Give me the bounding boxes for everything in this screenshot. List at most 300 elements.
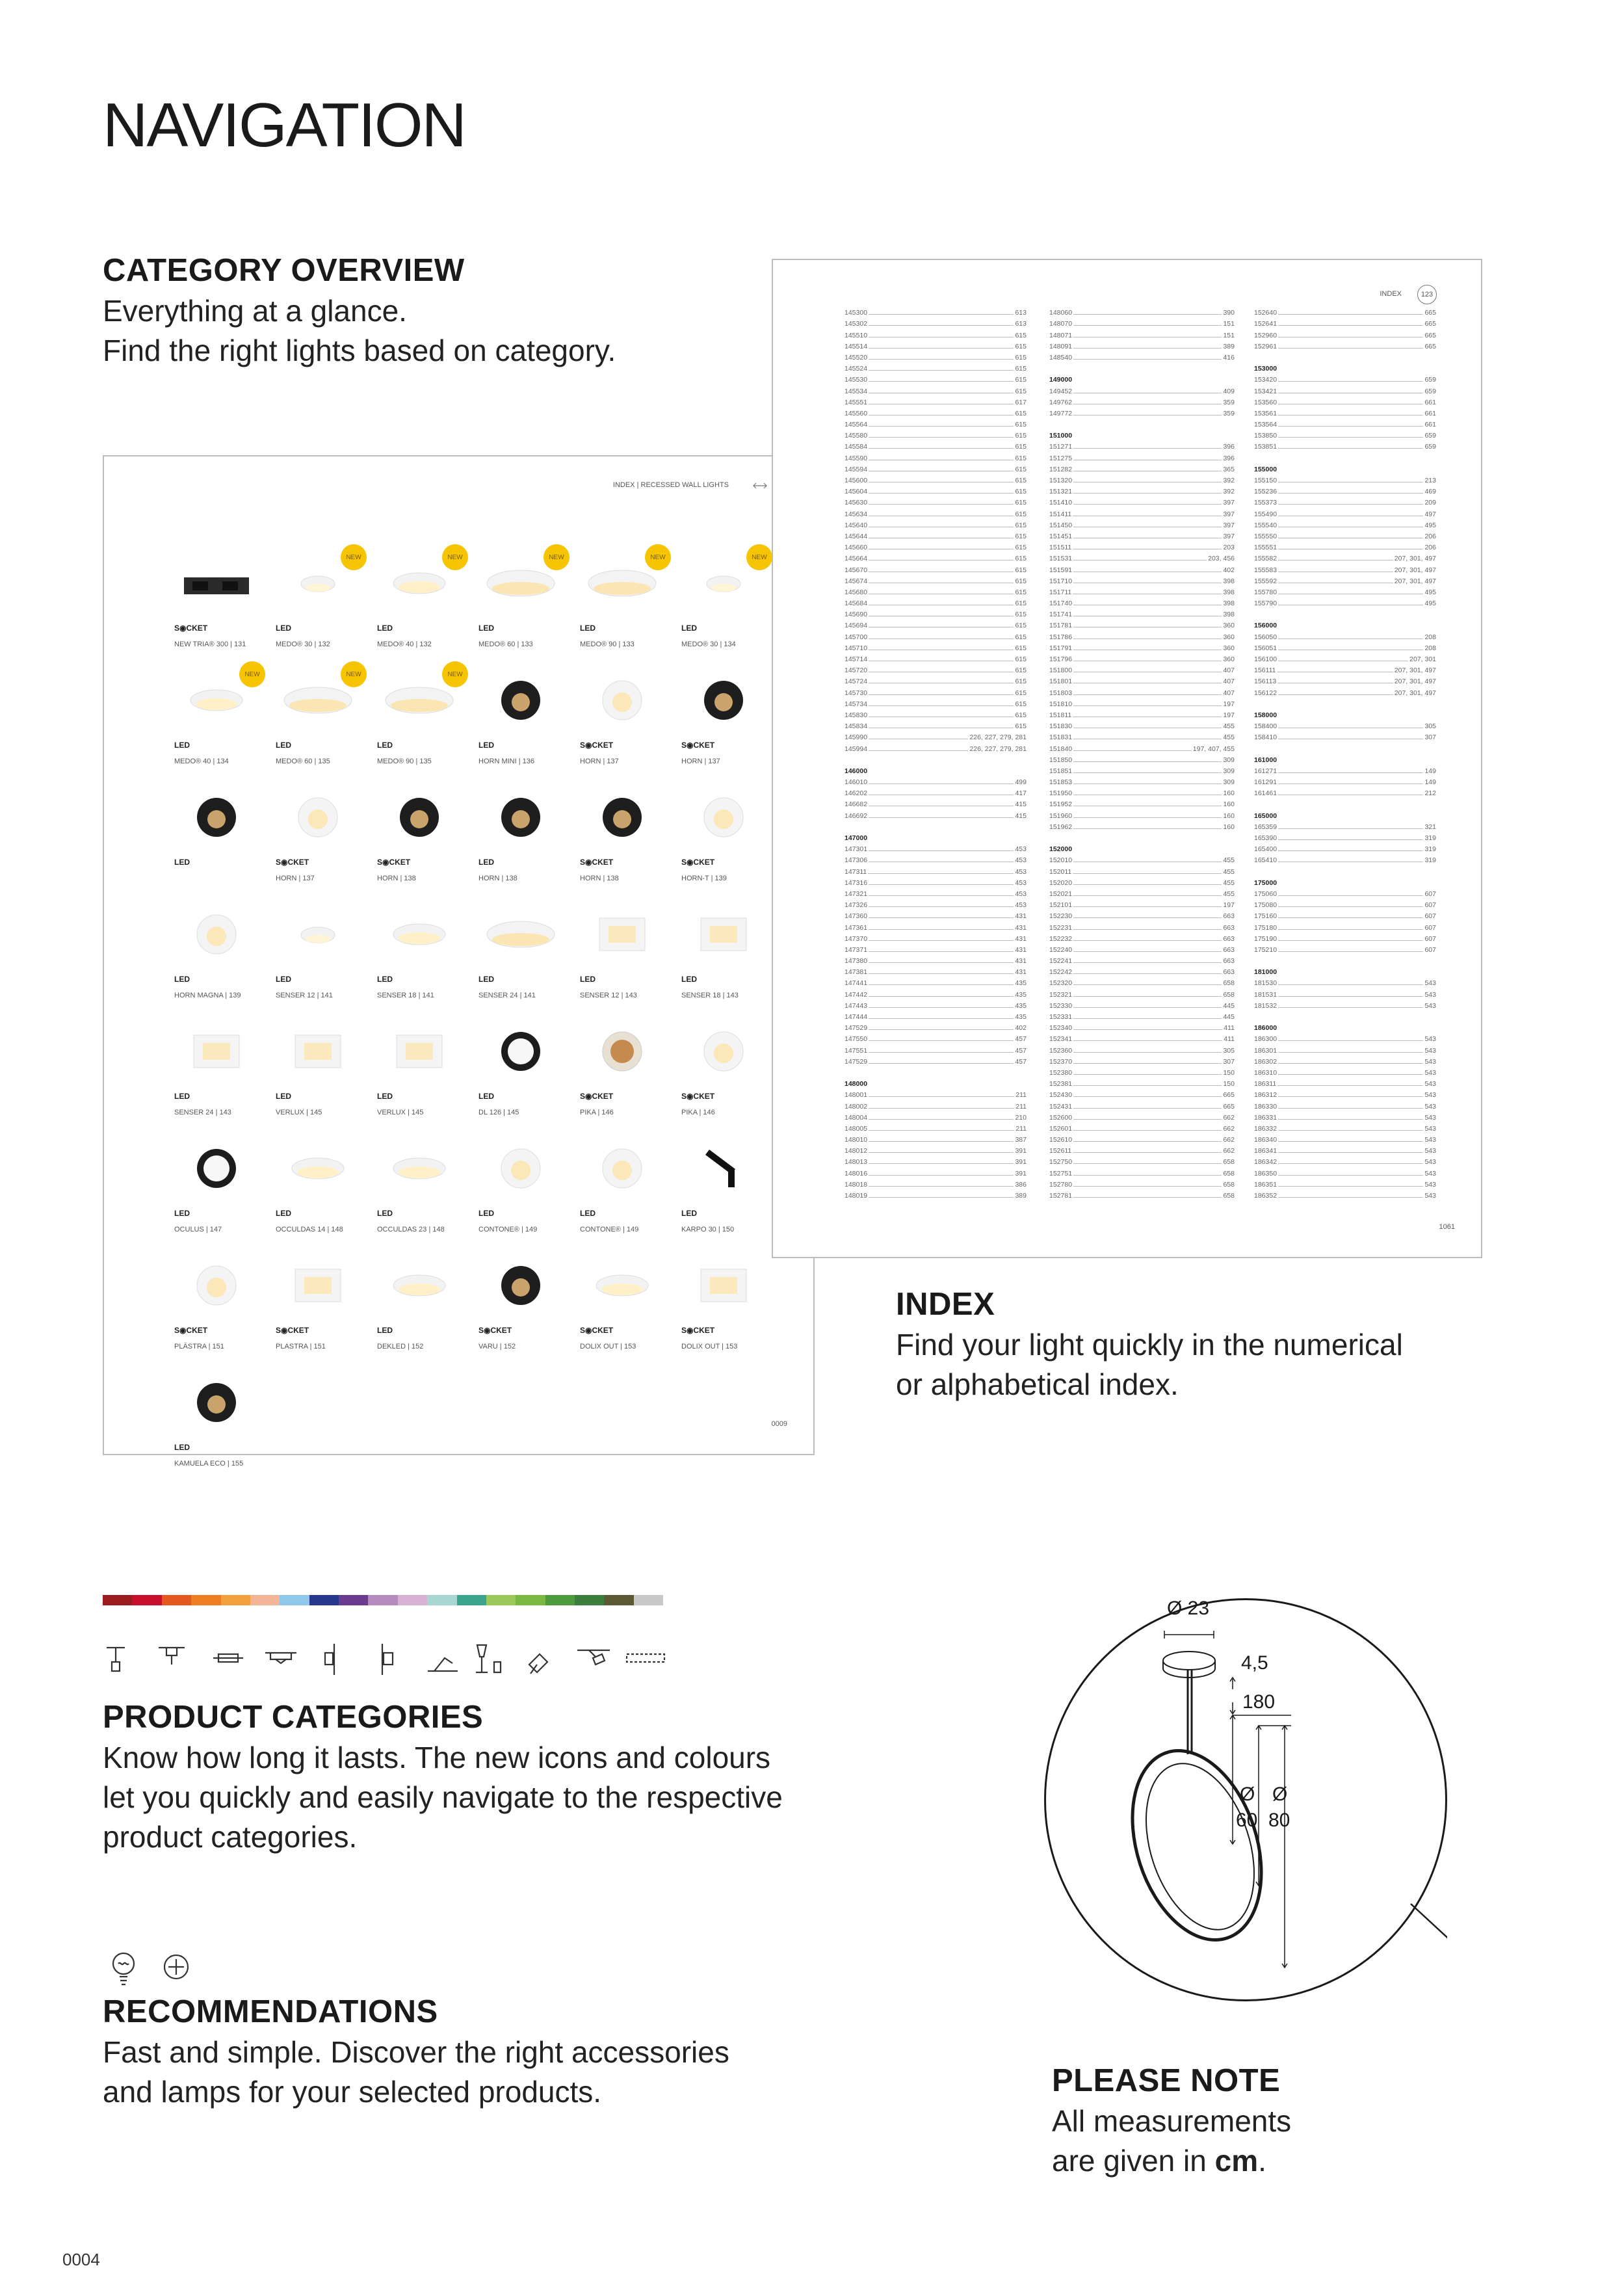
index-entry[interactable] [1254,574,1436,585]
index-entry[interactable] [1049,708,1235,719]
index-entry[interactable] [1049,909,1235,920]
index-entry[interactable] [1049,954,1235,965]
index-entry[interactable] [1049,864,1235,875]
index-page-ref: 397 [1223,521,1235,529]
index-entry[interactable] [845,362,1027,373]
index-entry[interactable] [1049,730,1235,741]
index-entry[interactable] [1254,943,1436,954]
index-article-number: 152960 [1254,331,1277,339]
index-entry[interactable] [1254,1055,1436,1066]
index-entry[interactable] [1049,652,1235,663]
product-tile[interactable] [377,1136,475,1246]
category-colour-swatch[interactable] [486,1595,516,1605]
product-tile[interactable] [377,1019,475,1129]
index-entry[interactable] [1254,1066,1436,1077]
index-entry[interactable] [1049,1111,1235,1122]
index-entry[interactable] [845,339,1027,350]
index-entry[interactable] [845,719,1027,730]
index-entry[interactable] [845,1166,1027,1177]
track-spot-icon[interactable] [577,1650,610,1665]
index-entry[interactable] [845,954,1027,965]
category-colour-swatch[interactable] [162,1595,191,1605]
index-entry[interactable] [845,943,1027,954]
index-entry[interactable] [1049,1133,1235,1144]
index-entry[interactable] [845,395,1027,406]
index-entry[interactable] [1049,529,1235,540]
category-colour-swatch[interactable] [398,1595,427,1605]
index-entry[interactable] [845,350,1027,362]
index-entry[interactable] [1254,1111,1436,1122]
category-colour-swatch[interactable] [457,1595,486,1605]
index-entry[interactable] [845,1088,1027,1099]
category-colour-swatch[interactable] [280,1595,309,1605]
index-entry[interactable] [1254,473,1436,484]
index-page-ref: 665 [1223,1102,1235,1111]
index-entry[interactable] [1049,1099,1235,1110]
index-entry[interactable] [845,808,1027,819]
index-entry[interactable] [1049,574,1235,585]
product-tile[interactable] [377,668,475,778]
index-entry[interactable] [1254,339,1436,350]
index-entry[interactable] [845,853,1027,864]
index-entry[interactable] [845,1122,1027,1133]
index-entry[interactable] [845,1111,1027,1122]
index-entry[interactable] [1049,1178,1235,1189]
index-entry[interactable] [845,864,1027,875]
index-entry[interactable] [1049,306,1235,317]
index-entry[interactable] [845,495,1027,507]
product-tile[interactable] [478,1019,576,1129]
index-article-number: 153561 [1254,409,1277,417]
product-tile[interactable] [276,668,373,778]
index-entry[interactable] [1049,518,1235,529]
category-colour-swatch[interactable] [604,1595,633,1605]
product-tile[interactable] [478,668,576,778]
index-entry[interactable] [845,585,1027,596]
index-entry[interactable] [1254,1189,1436,1200]
ceiling-spot-icon[interactable] [159,1648,185,1665]
index-entry[interactable] [1254,440,1436,451]
index-entry[interactable] [1049,808,1235,819]
index-entry[interactable] [1049,887,1235,898]
index-entry[interactable] [1254,775,1436,786]
index-entry[interactable] [1254,1122,1436,1133]
index-entry[interactable] [1254,853,1436,864]
index-entry[interactable] [845,708,1027,719]
category-colour-swatch[interactable] [221,1595,250,1605]
product-tile[interactable] [174,1370,272,1481]
index-entry[interactable] [845,529,1027,540]
wall-surface-icon[interactable] [325,1644,334,1675]
index-entry[interactable] [1254,317,1436,328]
index-entry[interactable] [845,1032,1027,1043]
index-entry[interactable] [845,1099,1027,1110]
index-entry[interactable] [1049,641,1235,652]
product-tile[interactable] [276,1136,373,1246]
index-entry[interactable] [845,1155,1027,1166]
product-tile[interactable] [174,1136,272,1246]
index-entry[interactable] [845,328,1027,339]
index-entry[interactable] [845,507,1027,518]
index-entry[interactable] [845,484,1027,495]
index-entry[interactable] [1049,1144,1235,1155]
index-entry[interactable] [1254,529,1436,540]
product-tile[interactable] [681,1019,779,1129]
index-entry[interactable] [1254,495,1436,507]
index-entry[interactable] [845,999,1027,1010]
product-tile[interactable] [174,551,272,661]
index-entry[interactable] [1049,629,1235,640]
index-entry[interactable] [1049,1155,1235,1166]
index-entry[interactable] [1254,1144,1436,1155]
index-entry[interactable] [845,384,1027,395]
product-tile[interactable] [276,785,373,895]
index-entry[interactable] [1254,1043,1436,1054]
index-entry[interactable] [845,562,1027,573]
category-colour-swatch[interactable] [132,1595,161,1605]
index-entry[interactable] [1049,395,1235,406]
index-entry[interactable] [1254,932,1436,943]
index-article-number: 145524 [845,365,868,373]
index-entry[interactable] [1254,629,1436,640]
index-entry[interactable] [845,1144,1027,1155]
index-entry[interactable] [1254,406,1436,417]
index-entry[interactable] [1254,999,1436,1010]
index-entry[interactable] [1049,451,1235,462]
index-entry[interactable] [1049,797,1235,808]
product-tile[interactable] [580,1136,677,1246]
table-lamp-icon[interactable] [476,1645,501,1672]
index-entry[interactable] [1049,473,1235,484]
index-entry[interactable] [1254,898,1436,909]
index-entry[interactable] [1254,328,1436,339]
product-tile[interactable] [174,1019,272,1129]
index-entry[interactable] [1049,741,1235,752]
index-entry[interactable] [1254,596,1436,607]
index-page-ref: 615 [1015,644,1027,652]
product-tile[interactable] [377,785,475,895]
index-entry[interactable] [1254,730,1436,741]
index-entry[interactable] [1049,440,1235,451]
index-entry[interactable] [845,607,1027,618]
index-entry[interactable] [845,417,1027,428]
index-entry[interactable] [1049,1043,1235,1054]
product-tile[interactable] [580,551,677,661]
index-entry[interactable] [1049,596,1235,607]
index-entry[interactable] [1049,607,1235,618]
index-entry[interactable] [1049,685,1235,696]
index-entry[interactable] [1049,663,1235,674]
index-entry[interactable] [1049,1088,1235,1099]
index-entry[interactable] [845,1133,1027,1144]
index-entry[interactable] [1049,328,1235,339]
index-entry[interactable] [1049,943,1235,954]
index-entry[interactable] [845,663,1027,674]
index-entry[interactable] [1049,495,1235,507]
index-entry[interactable] [1049,462,1235,473]
index-entry[interactable] [1049,820,1235,831]
index-entry[interactable] [1254,1099,1436,1110]
index-entry[interactable] [845,887,1027,898]
product-tile[interactable] [377,551,475,661]
index-entry[interactable] [1254,820,1436,831]
index-entry[interactable] [1049,1055,1235,1066]
index-entry[interactable] [845,842,1027,853]
index-entry[interactable] [1254,518,1436,529]
index-entry[interactable] [1254,685,1436,696]
index-entry[interactable] [845,1021,1027,1032]
index-entry[interactable] [1049,1122,1235,1133]
index-entry[interactable] [845,674,1027,685]
index-entry[interactable] [845,596,1027,607]
index-page-ref: 431 [1015,934,1027,943]
index-entry[interactable] [1254,764,1436,775]
category-colour-swatch[interactable] [103,1595,132,1605]
index-entry[interactable] [1049,585,1235,596]
index-entry[interactable] [1254,1133,1436,1144]
index-entry[interactable] [1254,1088,1436,1099]
wall-recessed-icon[interactable] [382,1644,393,1675]
index-entry[interactable] [1254,373,1436,384]
index-entry[interactable] [1049,1189,1235,1200]
index-entry[interactable] [1049,350,1235,362]
product-tile[interactable] [174,668,272,778]
index-entry[interactable] [1049,551,1235,562]
index-entry[interactable] [845,317,1027,328]
index-entry[interactable] [1254,976,1436,987]
index-entry[interactable] [845,775,1027,786]
index-entry[interactable] [845,551,1027,562]
index-entry[interactable] [845,797,1027,808]
index-entry[interactable] [1049,1077,1235,1088]
index-entry[interactable] [845,462,1027,473]
index-entry[interactable] [845,976,1027,987]
index-entry[interactable] [1254,585,1436,596]
index-entry[interactable] [1049,920,1235,931]
floor-recessed-icon[interactable] [428,1658,458,1671]
index-entry[interactable] [1049,932,1235,943]
category-colour-swatch[interactable] [191,1595,220,1605]
index-entry[interactable] [845,898,1027,909]
product-tile[interactable] [174,902,272,1012]
product-tile[interactable] [276,551,373,661]
index-entry[interactable] [1049,876,1235,887]
index-article-number: 145520 [845,353,868,362]
index-entry[interactable] [1049,999,1235,1010]
index-entry[interactable] [845,473,1027,484]
product-tile[interactable] [681,785,779,895]
product-tile[interactable] [580,1253,677,1363]
index-entry[interactable] [845,697,1027,708]
index-entry[interactable] [1049,1166,1235,1177]
product-tile[interactable] [377,1253,475,1363]
index-entry[interactable] [1049,786,1235,797]
category-colour-swatch[interactable] [368,1595,397,1605]
index-entry[interactable] [1049,764,1235,775]
index-entry[interactable] [1254,842,1436,853]
index-entry[interactable] [845,641,1027,652]
index-entry[interactable] [1049,987,1235,998]
product-tile[interactable] [174,785,272,895]
index-entry[interactable] [845,428,1027,440]
index-entry[interactable] [845,876,1027,887]
index-entry[interactable] [845,1055,1027,1066]
index-entry[interactable] [1049,384,1235,395]
index-entry[interactable] [1049,898,1235,909]
index-entry[interactable] [1254,719,1436,730]
product-tile[interactable] [580,902,677,1012]
category-colour-swatch[interactable] [427,1595,456,1605]
product-tile[interactable] [377,902,475,1012]
index-entry[interactable] [1254,786,1436,797]
pendant-icon[interactable] [107,1648,125,1671]
index-entry[interactable] [1049,965,1235,976]
product-tile[interactable] [580,668,677,778]
product-tile[interactable] [681,902,779,1012]
product-label: OCCULDAS 14 | 148 [276,1226,343,1233]
index-entry[interactable] [1049,697,1235,708]
index-page-ref: 497 [1424,510,1436,518]
product-tile[interactable] [478,1136,576,1246]
index-entry[interactable] [845,629,1027,640]
led-strip-icon[interactable] [627,1654,664,1662]
index-entry[interactable] [1254,1178,1436,1189]
index-entry[interactable] [845,540,1027,551]
index-entry[interactable] [1049,1021,1235,1032]
index-entry[interactable] [1049,719,1235,730]
index-entry[interactable] [1254,417,1436,428]
product-tile[interactable] [478,785,576,895]
index-entry[interactable] [845,1189,1027,1200]
index-entry[interactable] [845,1043,1027,1054]
index-entry[interactable] [1254,1032,1436,1043]
category-colour-swatch[interactable] [339,1595,368,1605]
index-entry[interactable] [1254,831,1436,842]
index-entry[interactable] [1049,406,1235,417]
product-tile[interactable] [681,1253,779,1363]
index-entry[interactable] [1049,674,1235,685]
index-entry[interactable] [1254,987,1436,998]
index-entry[interactable] [1254,674,1436,685]
accessory-plus-icon[interactable] [163,1953,190,1981]
category-colour-swatch[interactable] [634,1595,663,1605]
callout-line [1411,1904,1447,1982]
index-article-number: 147380 [845,957,868,966]
index-entry[interactable] [845,730,1027,741]
index-entry[interactable] [1254,540,1436,551]
category-colour-swatch[interactable] [309,1595,339,1605]
index-entry[interactable] [1254,1077,1436,1088]
index-entry[interactable] [1049,853,1235,864]
product-tile[interactable] [681,551,779,661]
index-entry[interactable] [1254,395,1436,406]
product-tile[interactable] [478,1253,576,1363]
product-tile[interactable] [174,1253,272,1363]
index-entry[interactable] [845,574,1027,585]
index-entry[interactable] [845,440,1027,451]
product-tile[interactable] [580,1019,677,1129]
product-tile[interactable] [276,902,373,1012]
index-entry[interactable] [1254,652,1436,663]
index-entry[interactable] [845,618,1027,629]
index-entry[interactable] [845,518,1027,529]
index-entry[interactable] [1254,562,1436,573]
index-entry[interactable] [1254,384,1436,395]
index-entry[interactable] [845,987,1027,998]
category-colour-swatch[interactable] [545,1595,575,1605]
product-tile[interactable] [276,1253,373,1363]
index-entry[interactable] [1254,507,1436,518]
index-entry[interactable] [1049,562,1235,573]
index-entry[interactable] [845,685,1027,696]
index-entry[interactable] [1254,428,1436,440]
index-entry[interactable] [845,373,1027,384]
index-entry[interactable] [845,920,1027,931]
product-tile[interactable] [681,1136,779,1246]
index-entry[interactable] [845,909,1027,920]
index-entry[interactable] [845,786,1027,797]
category-colour-swatch[interactable] [516,1595,545,1605]
index-entry[interactable] [1049,976,1235,987]
index-entry[interactable] [845,406,1027,417]
index-page-thumbnail[interactable] [772,259,1482,1258]
index-entry[interactable] [1254,920,1436,931]
index-entry[interactable] [1049,1066,1235,1077]
index-entry[interactable] [845,965,1027,976]
index-entry[interactable] [845,451,1027,462]
index-entry[interactable] [1049,317,1235,328]
product-tile[interactable] [478,551,576,661]
index-entry[interactable] [1049,618,1235,629]
index-entry[interactable] [845,1010,1027,1021]
recessed-ceiling-icon[interactable] [265,1653,296,1663]
index-entry[interactable] [845,932,1027,943]
index-entry[interactable] [1049,775,1235,786]
category-colour-swatch[interactable] [250,1595,280,1605]
index-entry[interactable] [845,1178,1027,1189]
index-entry[interactable] [1049,753,1235,764]
index-entry[interactable] [1254,663,1436,674]
category-colour-swatch[interactable] [575,1595,604,1605]
product-tile[interactable] [276,1019,373,1129]
index-entry[interactable] [1049,484,1235,495]
product-tile[interactable] [681,668,779,778]
surface-ceiling-icon[interactable] [213,1654,243,1662]
index-entry[interactable] [1254,551,1436,562]
product-tile[interactable] [478,902,576,1012]
index-entry[interactable] [1049,339,1235,350]
outdoor-spot-icon[interactable] [529,1654,547,1674]
index-entry[interactable] [1254,306,1436,317]
index-entry[interactable] [1049,1010,1235,1021]
product-image [181,1377,252,1429]
catalog-page-thumbnail[interactable] [103,455,815,1468]
index-entry[interactable] [845,741,1027,752]
product-tile[interactable] [580,785,677,895]
index-entry[interactable] [845,306,1027,317]
index-entry[interactable] [1254,1166,1436,1177]
index-entry[interactable] [1049,507,1235,518]
index-entry[interactable] [1254,484,1436,495]
index-entry[interactable] [1254,909,1436,920]
index-entry[interactable] [1254,1155,1436,1166]
index-entry[interactable] [845,652,1027,663]
index-entry[interactable] [1049,540,1235,551]
lamp-bulb-icon[interactable] [109,1951,138,1986]
index-entry[interactable] [1254,641,1436,652]
index-entry[interactable] [1254,887,1436,898]
index-entry[interactable] [1049,1032,1235,1043]
